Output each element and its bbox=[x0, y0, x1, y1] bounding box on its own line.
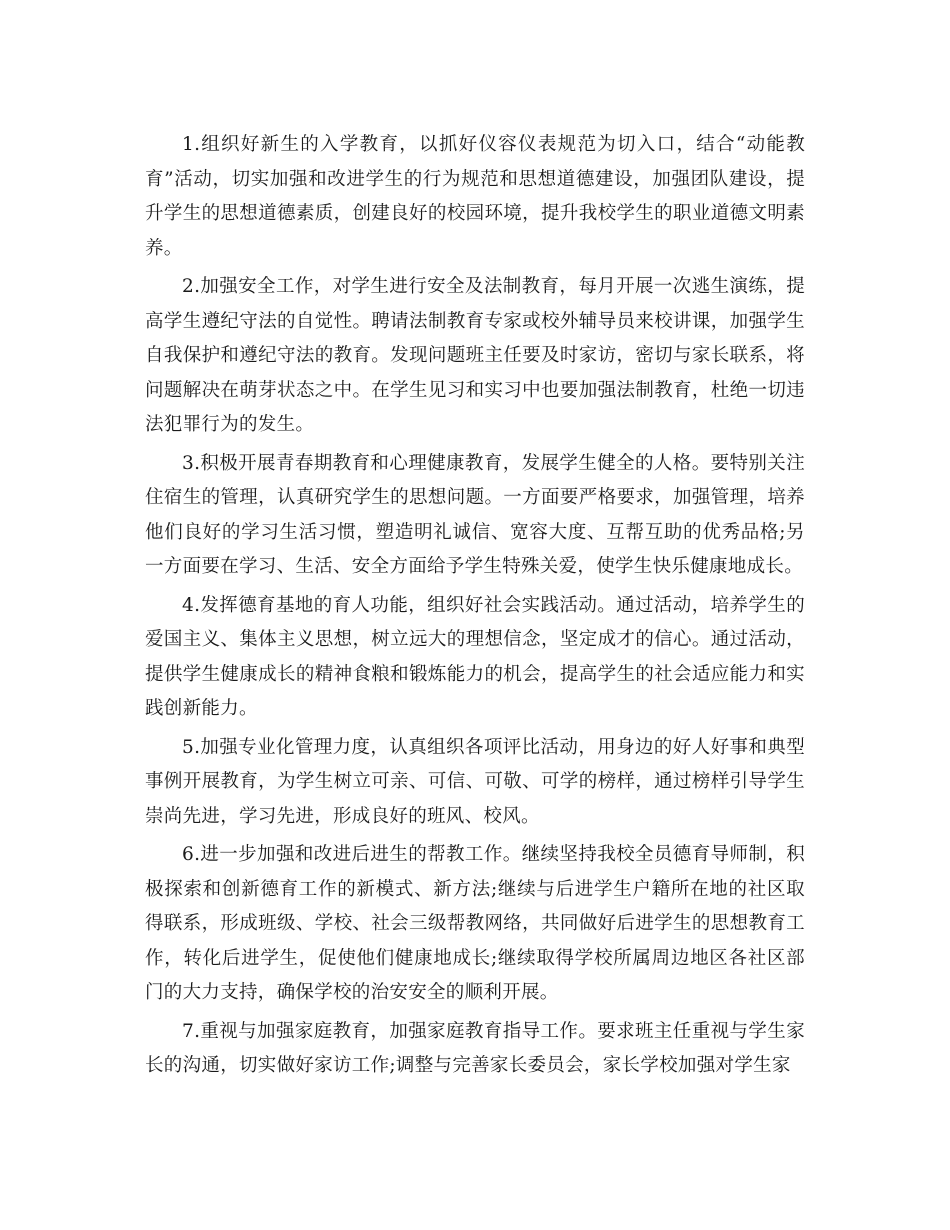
paragraph-1: 1.组织好新生的入学教育，以抓好仪容仪表规范为切入口，结合“动能教育”活动，切实加强和改进学生的行为规范和思想道德建设，加强团队建设，提升学生的思想道德素质，创建良好的校园环境，提升我校学生的职业道德文明素养。 bbox=[145, 134, 805, 259]
paragraph-7: 7.重视与加强家庭教育，加强家庭教育指导工作。要求班主任重视与学生家长的沟通，切实做好家访工作;调整与完善家长委员会，家长学校加强对学生家 bbox=[145, 1020, 805, 1076]
paragraph-4: 4.发挥德育基地的育人功能，组织好社会实践活动。通过活动，培养学生的爱国主义、集体主义思想，树立远大的理想信念，坚定成才的信心。通过活动，提供学生健康成长的精神食粮和锻炼能力的机会，提高学生的社会适应能力和实践创新能力。 bbox=[145, 594, 805, 719]
paragraph-5: 5.加强专业化管理力度，认真组织各项评比活动，用身边的好人好事和典型事例开展教育，为学生树立可亲、可信、可敬、可学的榜样，通过榜样引导学生崇尚先进，学习先进，形成良好的班风、校风。 bbox=[145, 736, 805, 827]
paragraph-6: 6.进一步加强和改进后进生的帮教工作。继续坚持我校全员德育导师制，积极探索和创新德育工作的新模式、新方法;继续与后进学生户籍所在地的社区取得联系，形成班级、学校、社会三级帮教网络，共同做好后进学生的思想教育工作，转化后进学生，促使他们健康地成长;继续取得学校所属周边地区各社区部门的大力支持，确保学校的治安安全的顺利开展。 bbox=[145, 844, 805, 1003]
paragraph-2: 2.加强安全工作，对学生进行安全及法制教育，每月开展一次逃生演练，提高学生遵纪守法的自觉性。聘请法制教育专家或校外辅导员来校讲课，加强学生自我保护和遵纪守法的教育。发现问题班主任要及时家访，密切与家长联系，将问题解决在萌芽状态之中。在学生见习和实习中也要加强法制教育，杜绝一切违法犯罪行为的发生。 bbox=[145, 276, 805, 435]
paragraph-3: 3.积极开展青春期教育和心理健康教育，发展学生健全的人格。要特别关注住宿生的管理，认真研究学生的思想问题。一方面要严格要求，加强管理，培养他们良好的学习生活习惯，塑造明礼诚信、宽容大度、互帮互助的优秀品格;另一方面要在学习、生活、安全方面给予学生特殊关爱，使学生快乐健康地成长。 bbox=[145, 452, 805, 577]
document-body bbox=[145, 128, 805, 1088]
